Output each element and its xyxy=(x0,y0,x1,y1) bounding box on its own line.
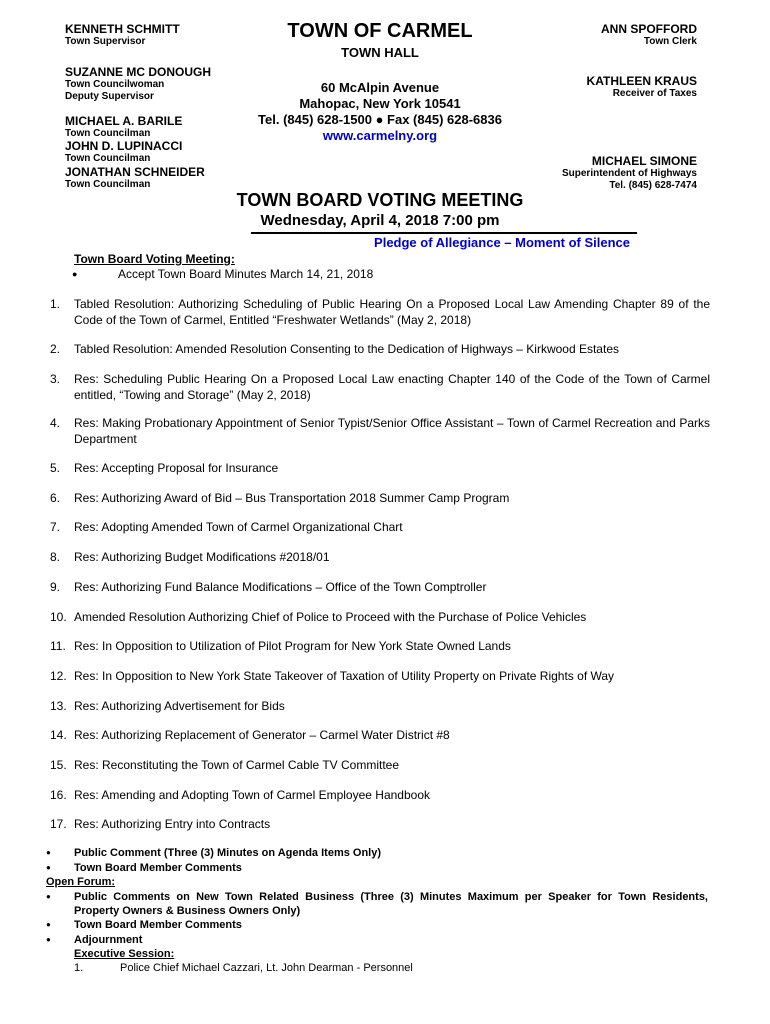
section-heading: Town Board Voting Meeting: xyxy=(74,252,235,266)
agenda-num: 6. xyxy=(50,491,61,505)
agenda-num: 11. xyxy=(50,639,66,653)
agenda-item xyxy=(50,609,710,625)
official-name: JOHN D. LUPINACCI xyxy=(65,139,183,153)
address-city: Mahopac, New York 10541 xyxy=(299,96,461,111)
phone-fax: Tel. (845) 628-1500 ● Fax (845) 628-6836 xyxy=(258,112,502,127)
bullet-icon: ● xyxy=(46,935,51,944)
public-comments-new-bullet xyxy=(46,890,708,918)
official-title: Town Councilman xyxy=(65,179,151,190)
pledge-line: Pledge of Allegiance – Moment of Silence xyxy=(374,235,630,250)
public-comments-new-text: Public Comments on New Town Related Business (Three (3) Minutes Maximum per Speaker for Town Residents, Property Owners & Business Owners Only) xyxy=(74,891,708,917)
agenda-text: Tabled Resolution: Amended Resolution Consenting to the Dedication of Highways – Kirkwood Estates xyxy=(74,342,619,356)
member-comments-bullet-2 xyxy=(46,918,716,932)
official-title: Town Councilman xyxy=(65,153,151,164)
agenda-item xyxy=(50,460,710,476)
member-comments-bullet-1 xyxy=(46,861,716,875)
agenda-text: Res: Making Probationary Appointment of Senior Typist/Senior Office Assistant – Town of Carmel Recreation and Parks Department xyxy=(74,416,710,446)
official-name: ANN SPOFFORD xyxy=(601,22,697,36)
agenda-text: Res: Reconstituting the Town of Carmel Cable TV Committee xyxy=(74,758,400,772)
agenda-item xyxy=(50,816,710,832)
agenda-item xyxy=(50,519,710,535)
website-link[interactable]: www.carmelny.org xyxy=(322,128,438,143)
agenda-item xyxy=(50,787,710,803)
official-left-3 xyxy=(65,140,182,165)
public-comment-bullet xyxy=(46,846,716,860)
agenda-item xyxy=(50,638,710,654)
minutes-text: Accept Town Board Minutes March 14, 21, 2018 xyxy=(118,267,374,281)
bullet-icon: ● xyxy=(46,848,51,857)
exec-item-text: Police Chief Michael Cazzari, Lt. John Dearman - Personnel xyxy=(120,962,413,974)
agenda-num: 15. xyxy=(50,758,67,772)
member-comments-text: Town Board Member Comments xyxy=(74,862,242,874)
agenda-text: Res: Authorizing Entry into Contracts xyxy=(74,817,271,831)
official-left-0 xyxy=(65,23,180,48)
public-comment-text: Public Comment (Three (3) Minutes on Agenda Items Only) xyxy=(74,847,382,859)
official-name: MICHAEL SIMONE xyxy=(591,154,697,168)
official-name: KENNETH SCHMITT xyxy=(65,22,180,36)
agenda-num: 1. xyxy=(50,297,61,311)
agenda-item xyxy=(50,371,710,403)
official-right-2 xyxy=(562,155,697,192)
agenda-text: Res: Authorizing Award of Bid – Bus Transportation 2018 Summer Camp Program xyxy=(74,491,510,505)
agenda-item xyxy=(50,579,710,595)
agenda-text: Res: Accepting Proposal for Insurance xyxy=(74,461,279,475)
title-divider xyxy=(251,232,637,234)
agenda-num: 10. xyxy=(50,610,67,624)
agenda-item xyxy=(50,668,710,684)
member-comments-text: Town Board Member Comments xyxy=(74,919,242,931)
official-left-4 xyxy=(65,166,205,191)
agenda-text: Res: Authorizing Budget Modifications #2018/01 xyxy=(74,550,330,564)
town-hall: TOWN HALL xyxy=(341,45,419,60)
official-name: SUZANNE MC DONOUGH xyxy=(65,65,211,79)
adjournment-bullet xyxy=(46,933,716,947)
official-title: Town Supervisor xyxy=(65,36,146,47)
agenda-num: 12. xyxy=(50,669,67,683)
official-name: JONATHAN SCHNEIDER xyxy=(65,165,205,179)
agenda-item xyxy=(50,549,710,565)
agenda-num: 4. xyxy=(50,416,61,430)
bullet-icon: ● xyxy=(46,863,51,872)
meeting-title: TOWN BOARD VOTING MEETING xyxy=(236,190,524,210)
agenda-num: 14. xyxy=(50,728,67,742)
official-right-1 xyxy=(587,75,697,100)
meeting-date: Wednesday, April 4, 2018 7:00 pm xyxy=(260,212,500,229)
agenda-num: 7. xyxy=(50,520,61,534)
agenda-num: 9. xyxy=(50,580,61,594)
agenda-item xyxy=(50,757,710,773)
official-title: Town Councilman xyxy=(65,128,151,139)
agenda-num: 5. xyxy=(50,461,61,475)
agenda-num: 8. xyxy=(50,550,61,564)
agenda-num: 2. xyxy=(50,342,61,356)
agenda-text: Res: Scheduling Public Hearing On a Proposed Local Law enacting Chapter 140 of the Code of the Town of Carmel entitled, “Towing and Storage” (May 2, 2018) xyxy=(74,372,710,402)
bullet-icon: ● xyxy=(46,892,51,901)
agenda-num: 13. xyxy=(50,699,67,713)
official-title: Town Clerk xyxy=(643,36,697,47)
agenda-text: Res: In Opposition to Utilization of Pilot Program for New York State Owned Lands xyxy=(74,639,511,653)
address-street: 60 McAlpin Avenue xyxy=(320,80,440,95)
adjournment-text: Adjournment xyxy=(74,934,143,946)
official-title: Receiver of Taxes xyxy=(612,88,697,99)
agenda-num: 17. xyxy=(50,817,67,831)
agenda-item xyxy=(50,698,710,714)
agenda-text: Res: In Opposition to New York State Takeover of Taxation of Utility Property on Private Rights of Way xyxy=(74,669,615,683)
official-name: MICHAEL A. BARILE xyxy=(65,114,183,128)
official-right-0 xyxy=(601,23,697,48)
bullet-icon: ● xyxy=(46,920,51,929)
minutes-bullet xyxy=(72,267,572,281)
town-name: TOWN OF CARMEL xyxy=(287,20,473,42)
agenda-item xyxy=(50,490,710,506)
agenda-text: Res: Authorizing Advertisement for Bids xyxy=(74,699,285,713)
official-title: Town Councilwoman xyxy=(65,79,165,90)
official-title: Superintendent of Highways xyxy=(561,168,697,179)
executive-session-item xyxy=(74,961,574,975)
bullet-icon: ● xyxy=(72,269,78,279)
exec-item-num: 1. xyxy=(74,962,84,974)
agenda-text: Res: Adopting Amended Town of Carmel Organizational Chart xyxy=(74,520,403,534)
agenda-num: 3. xyxy=(50,372,61,386)
agenda-text: Tabled Resolution: Authorizing Scheduling of Public Hearing On a Proposed Local Law Amending Chapter 89 of the Code of the Town of Carmel, Entitled “Freshwater Wetlands” (May 2, 2018) xyxy=(74,297,710,327)
official-title-2: Tel. (845) 628-7474 xyxy=(609,180,697,191)
official-left-1 xyxy=(65,66,211,103)
agenda-text: Res: Authorizing Fund Balance Modifications – Office of the Town Comptroller xyxy=(74,580,487,594)
official-left-2 xyxy=(65,115,182,140)
agenda-item xyxy=(50,296,710,328)
official-name: KATHLEEN KRAUS xyxy=(586,74,697,88)
address-block xyxy=(230,80,530,144)
agenda-text: Res: Amending and Adopting Town of Carmel Employee Handbook xyxy=(74,788,430,802)
executive-session-heading: Executive Session: xyxy=(74,948,175,960)
agenda-item xyxy=(50,341,710,357)
official-title-2: Deputy Supervisor xyxy=(65,91,154,102)
agenda-item xyxy=(50,415,710,447)
agenda-num: 16. xyxy=(50,788,67,802)
agenda-text: Amended Resolution Authorizing Chief of Police to Proceed with the Purchase of Police Vehicles xyxy=(74,610,587,624)
open-forum-heading: Open Forum: xyxy=(46,876,116,888)
agenda-item xyxy=(50,727,710,743)
agenda-text: Res: Authorizing Replacement of Generator – Carmel Water District #8 xyxy=(74,728,450,742)
